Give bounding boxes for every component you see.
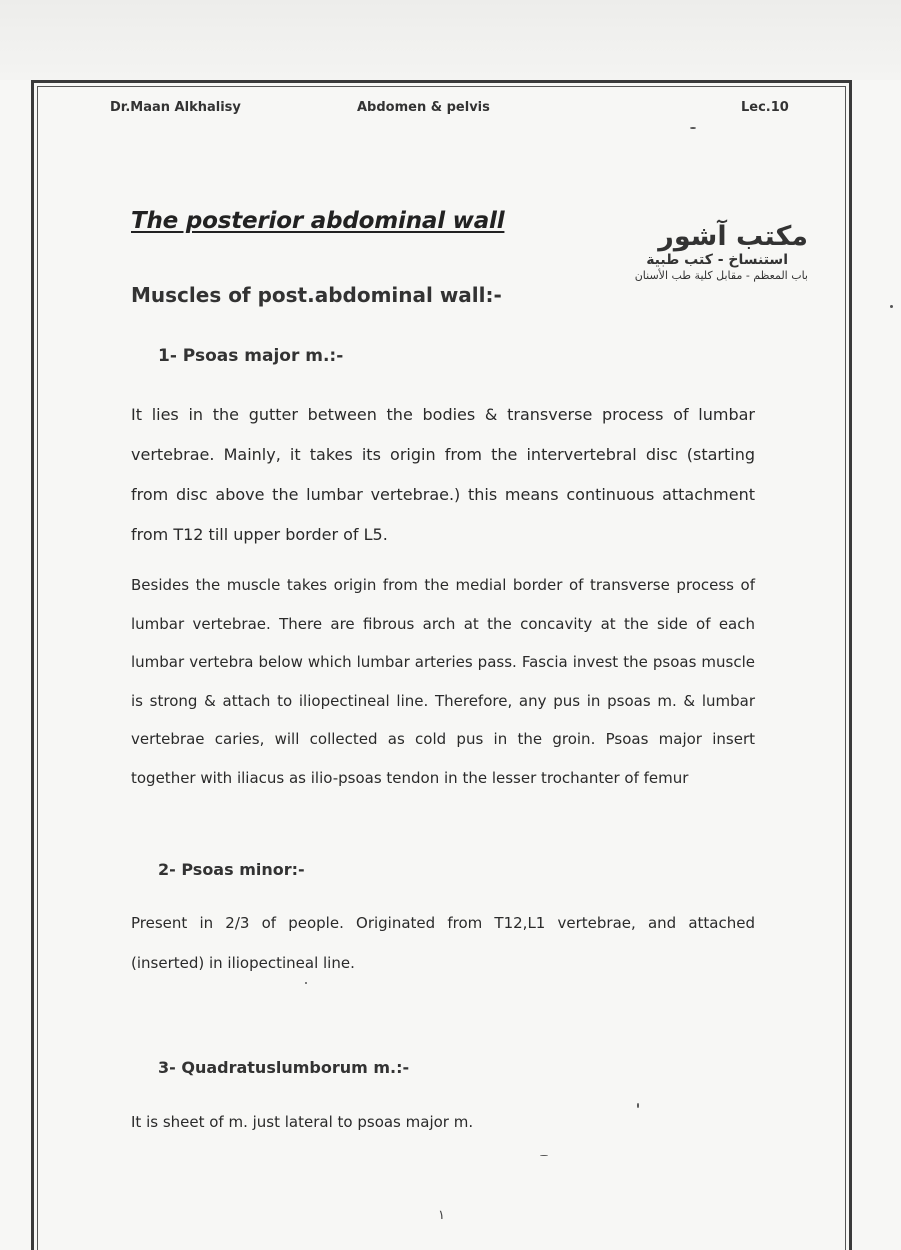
scan-top-margin xyxy=(0,0,901,80)
subheading-quadratus-lumborum: 3- Quadratuslumborum m.:- xyxy=(158,1058,410,1077)
section-heading: Muscles of post.abdominal wall:- xyxy=(131,283,502,307)
paragraph-psoas-minor: Present in 2/3 of people. Originated from T12,L1 vertebrae, and attached (inserted) in iliopectineal line. xyxy=(131,914,755,972)
page-number: ١ xyxy=(438,1208,445,1223)
stamp-line-2: استنساخ - كتب طبية xyxy=(646,252,788,268)
header-subject: Abdomen & pelvis xyxy=(357,100,490,115)
scan-speck xyxy=(690,127,696,129)
stamp-line-1: مكتب آشور xyxy=(658,221,808,252)
stamp-line-3: باب المعظم - مقابل كلية طب الأسنان xyxy=(634,269,808,282)
subheading-psoas-major: 1- Psoas major m.:- xyxy=(158,346,344,366)
scan-speck xyxy=(305,982,307,984)
subheading-psoas-minor: 2- Psoas minor:- xyxy=(158,860,305,879)
paragraph-psoas-major-1: It lies in the gutter between the bodies & transverse process of lumbar vertebrae. Mainly, it takes its origin from the intervertebral disc (starting from disc above the lumbar vertebrae.) this means continuous attachment from T12 till upper border of L5. xyxy=(131,405,755,544)
scan-speck xyxy=(540,1155,548,1156)
scan-speck xyxy=(890,305,893,308)
scan-speck xyxy=(637,1103,639,1108)
header-author: Dr.Maan Alkhalisy xyxy=(110,100,241,115)
page-title: The posterior abdominal wall xyxy=(131,208,505,234)
library-stamp xyxy=(596,222,808,304)
paragraph-quadratus-lumborum: It is sheet of m. just lateral to psoas major m. xyxy=(131,1113,474,1131)
header-lecture-number: Lec.10 xyxy=(741,100,789,115)
paragraph-psoas-major-2: Besides the muscle takes origin from the medial border of transverse process of lumbar vertebrae. There are fibrous arch at the concavity at the side of each lumbar vertebra below which lumbar arteries pass. Fascia invest the psoas muscle is strong & attach to iliopectineal line. Therefore, any pus in psoas m. & lumbar vertebrae caries, will collected as cold pus in the groin. Psoas major insert together with iliacus as ilio-psoas tendon in the lesser trochanter of femur xyxy=(131,576,755,787)
